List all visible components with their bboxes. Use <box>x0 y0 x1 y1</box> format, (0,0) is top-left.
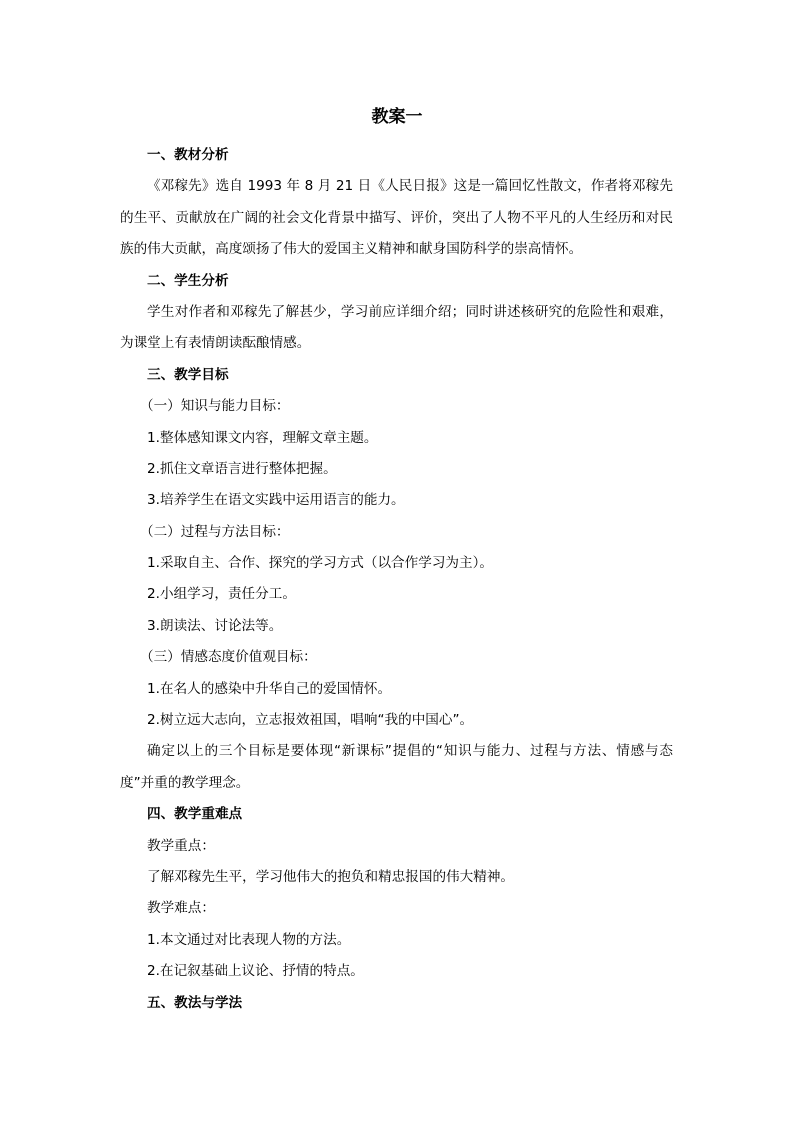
paragraph-line: 学生对作者和邓稼先了解甚少，学习前应详细介绍；同时讲述核研究的危险性和艰难， <box>147 303 673 320</box>
list-item: 3.朗读法、讨论法等。 <box>147 617 283 634</box>
subheading-emotion-goals: （三）情感态度价值观目标： <box>140 649 317 666</box>
list-item: 1.整体感知课文内容，理解文章主题。 <box>147 429 378 446</box>
paragraph-line: 的生平、贡献放在广阔的社会文化背景中描写、评价，突出了人物不平凡的人生经历和对民 <box>120 209 673 226</box>
list-item: 2.在记叙基础上议论、抒情的特点。 <box>147 963 364 980</box>
paragraph-line: 为课堂上有表情朗读酝酿情感。 <box>120 335 311 352</box>
label-difficult-points: 教学难点： <box>147 900 215 917</box>
list-item: 1.本文通过对比表现人物的方法。 <box>147 931 351 948</box>
list-item: 2.小组学习，责任分工。 <box>147 586 296 603</box>
page-title: 教案一 <box>371 107 423 127</box>
list-item: 1.在名人的感染中升华自己的爱国情怀。 <box>147 680 392 697</box>
paragraph-line: 度”并重的教学理念。 <box>120 774 250 791</box>
list-item: 3.培养学生在语文实践中运用语言的能力。 <box>147 492 405 509</box>
paragraph-line: 确定以上的三个目标是要体现“新课标”提倡的“知识与能力、过程与方法、情感与态 <box>147 743 673 760</box>
list-item: 1.采取自主、合作、探究的学习方式（以合作学习为主）。 <box>147 555 494 572</box>
section-heading-student-analysis: 二、学生分析 <box>147 272 229 289</box>
list-item: 2.抓住文章语言进行整体把握。 <box>147 460 337 477</box>
list-item: 2.树立远大志向，立志报效祖国，唱响“我的中国心”。 <box>147 712 474 729</box>
section-heading-teaching-goals: 三、教学目标 <box>147 366 229 383</box>
paragraph-line: 了解邓稼先生平，学习他伟大的抱负和精忠报国的伟大精神。 <box>147 868 515 885</box>
paragraph-line: 族的伟大贡献，高度颂扬了伟大的爱国主义精神和献身国防科学的崇高情怀。 <box>120 241 583 258</box>
document-body <box>120 143 673 1022</box>
section-heading-methods: 五、教法与学法 <box>147 994 243 1011</box>
label-key-points: 教学重点： <box>147 837 215 854</box>
section-heading-key-difficult-points: 四、教学重难点 <box>147 806 243 823</box>
paragraph-line: 《邓稼先》选自 1993 年 8 月 21 日《人民日报》这是一篇回忆性散文，作者将邓稼先 <box>147 178 673 195</box>
subheading-process-goals: （二）过程与方法目标： <box>140 523 290 540</box>
section-heading-textbook-analysis: 一、教材分析 <box>147 147 229 163</box>
subheading-knowledge-goals: （一）知识与能力目标： <box>140 398 290 415</box>
